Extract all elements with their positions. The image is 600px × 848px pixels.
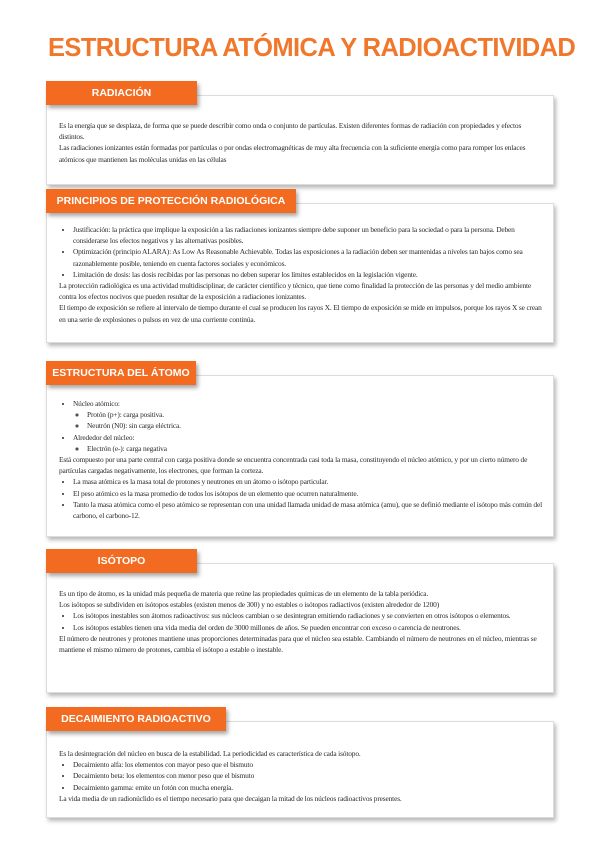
paragraph: Es la desintegración del núcleo en busca de la estabilidad. La periodicidad es característica de cada isótopo. (59, 749, 361, 758)
sublist (73, 443, 543, 454)
section-header-radiacion: RADIACIÓN (46, 81, 197, 105)
list-item: • Los isótopos estables tienen una vida media del orden de 3000 millones de años. Se pueden encontrar con exceso o carencia de neutrones. (73, 622, 543, 633)
paragraph: Está compuesto por una parte central con carga positiva donde se encuentra concentrada casi toda la masa, constituyendo el núcleo atómico, y por un cierto número de partículas cargadas negativamente, los electrones, que forman la corteza. (59, 455, 528, 476)
list (59, 398, 543, 454)
section-header-estructura: ESTRUCTURA DEL ÁTOMO (46, 361, 196, 385)
list-item: • Tanto la masa atómica como el peso atómico se representan con una unidad llamada unidad de masa atómica (amu), que se definió mediante el isótopo más común del carbono, el carbono-12. (73, 499, 543, 521)
list-item: • Justificación: la práctica que implique la exposición a las radiaciones ionizantes siempre debe suponer un beneficio para la sociedad o para la persona. Deben considerarse los efectos negativos y las alternativas posibles. (73, 224, 543, 246)
list-item-label: Alrededor del núcleo: (73, 432, 135, 442)
list-item (73, 398, 543, 432)
section-decaimiento (46, 707, 554, 819)
list (59, 610, 543, 632)
paragraph: Los isótopos se subdividen en isótopos estables (existen menos de 300) y no estables o isótopos radiactivos (existen alrededor de 1200) (59, 600, 440, 610)
list-item: ◦ Neutrón (N0): sin carga eléctrica. (87, 420, 543, 431)
section-box-decaimiento (46, 721, 554, 818)
section-box-principios (46, 203, 554, 343)
list (59, 759, 543, 793)
paragraph: El tiempo de exposición se refiere al intervalo de tiempo durante el cual se producen los rayos X. El tiempo de exposición se mide en impulsos, porque los rayos X se crean en una serie de explosiones o pulsos en vez de una corriente continúa. (59, 303, 542, 324)
list-item: ◦ Electrón (e-): carga negativa (87, 443, 543, 454)
page-title: ESTRUCTURA ATÓMICA Y RADIOACTIVIDAD (48, 34, 576, 62)
section-box-isotopo (46, 563, 554, 693)
section-principios (46, 189, 554, 344)
paragraph: Las radiaciones ionizantes están formadas por partículas o por ondas electromagnéticas de muy alta frecuencia con la suficiente energía como para romper los enlaces atómicos que mantienen las moléculas unidas en las células (59, 143, 526, 164)
list-item: • El peso atómico es la masa promedio de todos los isótopos de un elemento que ocurren naturalmente. (73, 488, 543, 499)
list-item: • Limitación de dosis: las dosis recibidas por las personas no deben superar los límites establecidos en la legislación vigente. (73, 269, 543, 280)
list-item-label: Núcleo atómico: (73, 399, 120, 408)
section-isotopo (46, 549, 554, 694)
paragraph: La protección radiológica es una actividad multidisciplinar, de carácter científico y técnico, que tiene como finalidad la protección de las personas y del medio ambiente contra los efectos nocivos que pueden resultar de la exposición a radiaciones ionizantes. (59, 281, 532, 302)
section-header-principios: PRINCIPIOS DE PROTECCIÓN RADIOLÓGICA (46, 189, 296, 213)
paragraph: Es un tipo de átomo, es la unidad más pequeña de materia que reúne las propiedades químicas de un elemento de la tabla periódica. (59, 589, 429, 598)
list-item: • Optimización (principio ALARA): As Low As Reasonable Achievable. Todas las exposiciones a la radiación deben ser mantenidas a niveles tan bajos como sea razonablemente posible, teniendo en cuenta factores sociales y económicos. (73, 246, 543, 268)
section-header-isotopo: ISÓTOPO (46, 549, 197, 573)
section-box-estructura (46, 375, 554, 537)
paragraph: Es la energía que se desplaza, de forma que se puede describir como onda o conjunto de partículas. Existen diferentes formas de radiación con propiedades y efectos distintos. (59, 121, 522, 142)
list-item: • Decaimiento alfa: los elementos con mayor peso que el bismuto (73, 759, 543, 770)
paragraph: La vida media de un radionúclido es el tiempo necesario para que decaigan la mitad de los núcleos radioactivos presentes. (59, 793, 402, 803)
paragraph: El número de neutrones y protones mantiene unas proporciones determinadas para que el núcleo sea estable. Cambiando el número de neutrones en el núcleo, mientras se mantiene el mismo número de protones, cambia el isótopo a estable o inestable. (59, 633, 537, 655)
list-item: • Los isótopos inestables son átomos radioactivos: sus núcleos cambian o se desintegran emitiendo radiaciones y se convierten en otros isótopos o elementos. (73, 610, 543, 621)
section-header-decaimiento: DECAIMIENTO RADIOACTIVO (46, 707, 226, 731)
list-item: • La masa atómica es la masa total de protones y neutrones en un átomo o isótopo particular. (73, 476, 543, 487)
list (59, 224, 543, 280)
list-item: ◦ Protón (p+): carga positiva. (87, 409, 543, 420)
sublist (73, 409, 543, 431)
list-item: • Decaimiento gamma: emite un fotón con mucha energía. (73, 782, 543, 793)
section-radiacion (46, 81, 554, 186)
list-item: • Decaimiento beta: los elementos con menor peso que el bismuto (73, 770, 543, 781)
section-box-radiacion (46, 95, 554, 185)
list (59, 476, 543, 521)
list-item (73, 432, 543, 454)
section-estructura (46, 361, 554, 538)
